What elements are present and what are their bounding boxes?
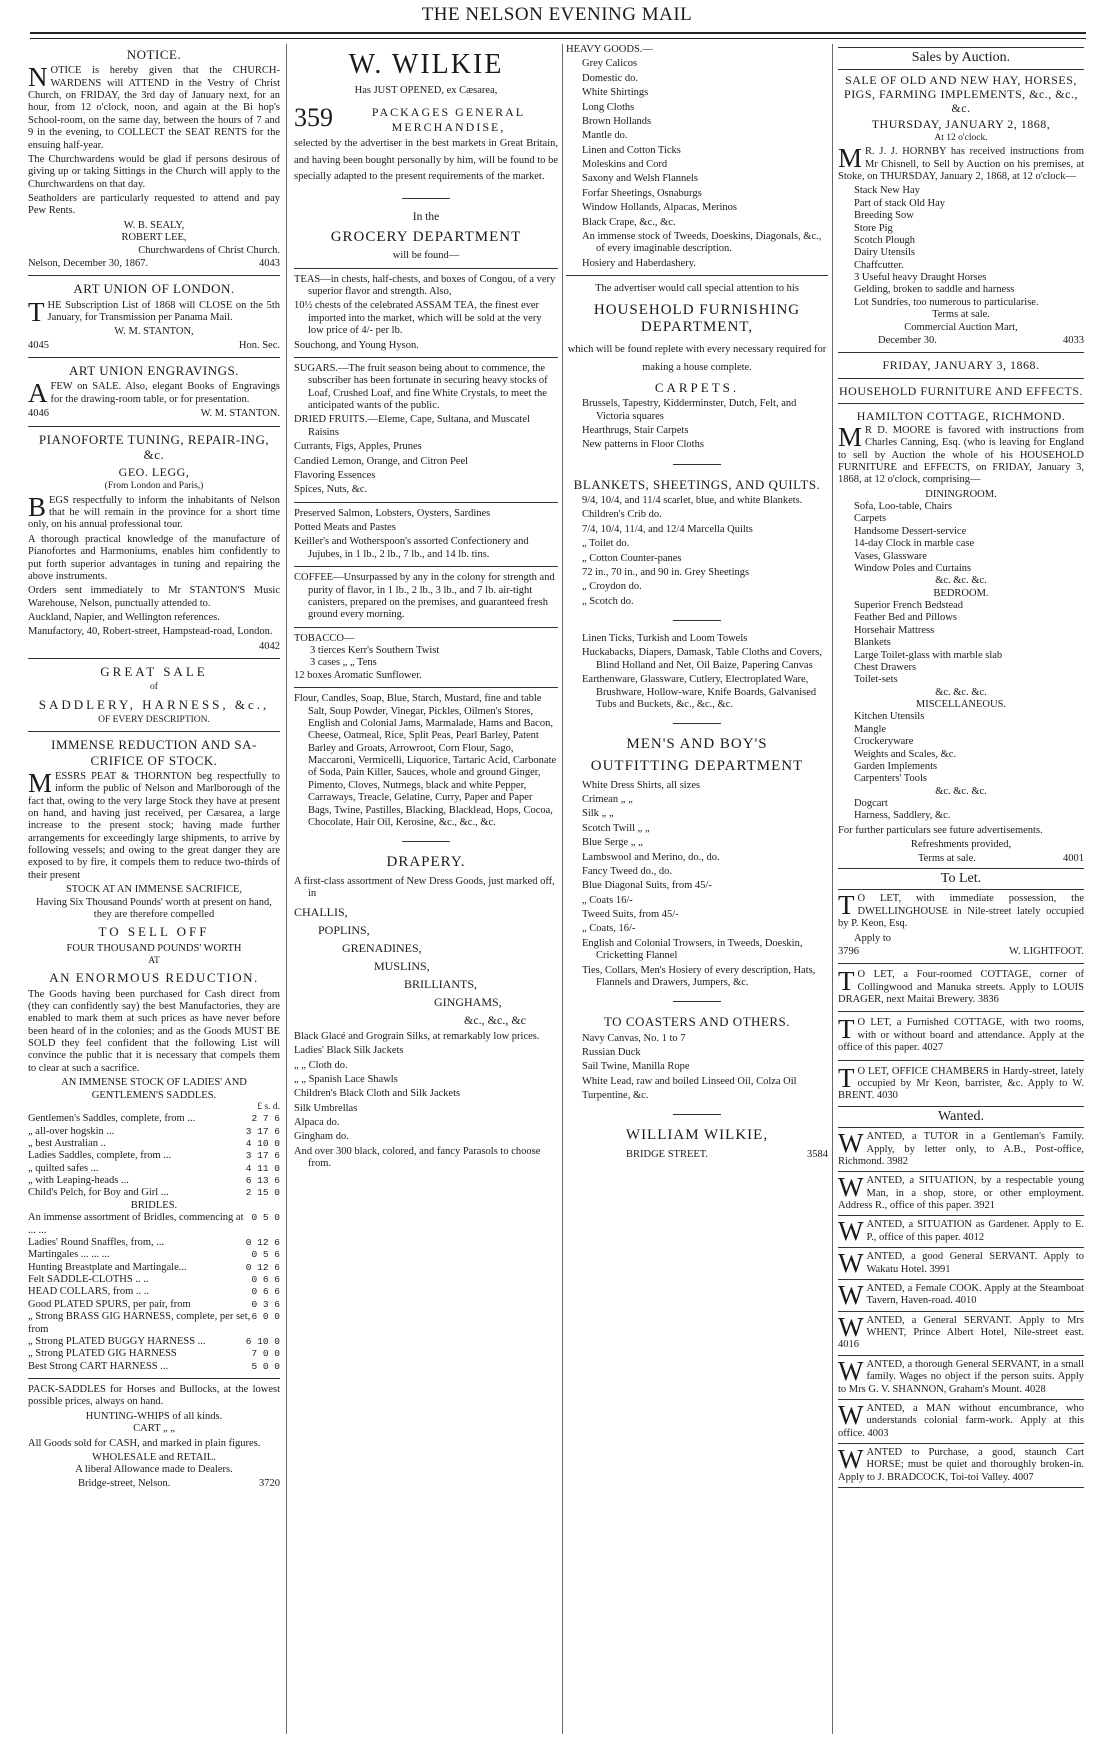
list-item: Currants, Figs, Apples, Prunes bbox=[294, 441, 422, 453]
price-row: „ Strong BRASS GIG HARNESS, complete, per set, from 6 0 0 bbox=[28, 1311, 280, 1335]
piano-para: Manufactory, 40, Robert-street, Hampstead-road, London. bbox=[28, 626, 273, 638]
list-item: English and Colonial Trowsers, in Tweeds, Doeskin, Cricketting Flannel bbox=[582, 937, 803, 962]
list-item: Large Toilet-glass with marble slab bbox=[854, 649, 1003, 661]
sale2-place: HAMILTON COTTAGE, RICHMOND. bbox=[856, 408, 1066, 423]
to-let-2: T O LET, a Four-roomed COTTAGE, corner of Collingwood and Manuka streets. Apply to LOUIS DRAGER, next Maitai Brewery. 3836 bbox=[838, 966, 1084, 1006]
list-item: Gelding, broken to saddle and harness bbox=[854, 284, 1015, 296]
list-item: Hearthrugs, Stair Carpets bbox=[582, 424, 689, 436]
list-item: Weights and Scales, &c. bbox=[854, 748, 957, 760]
sale-every: OF EVERY DESCRIPTION. bbox=[98, 714, 210, 725]
list-item: „ Croydon do. bbox=[582, 581, 642, 593]
carpets-list bbox=[566, 398, 828, 452]
list-item: „ „ Cloth do. bbox=[294, 1059, 348, 1071]
list-item: Garden Implements bbox=[854, 760, 938, 772]
list-item: 3 Useful heavy Draught Horses bbox=[854, 272, 987, 284]
fabric-item: &c., &c., &c bbox=[464, 1012, 526, 1027]
preserves-list bbox=[294, 508, 558, 562]
list-item: 7/4, 10/4, 11/4, and 12/4 Marcella Quilts bbox=[582, 523, 753, 535]
souchong: Souchong, and Young Hyson. bbox=[294, 339, 419, 351]
piano-para: A thorough practical knowledge of the manufacture of Pianofortes and Harmoniums, enables him confidently to put forth superior advantages in tuning and repairing the above instruments. bbox=[28, 533, 280, 582]
wanted-ad: WANTED, a thorough General SERVANT, in a small family. Wages no object if the person suits. Apply to Mrs G. V. SHANNON, Graham's Mount. 4028 bbox=[838, 1355, 1084, 1395]
list-item: „ „ Spanish Lace Shawls bbox=[294, 1073, 398, 1085]
which-line: which will be found replete with every necessary required for making a house complete. bbox=[567, 344, 827, 374]
heavy-goods-heading: HEAVY GOODS.— bbox=[566, 44, 653, 55]
list-item: Moleskins and Cord bbox=[582, 159, 668, 170]
sale-sell-off: TO SELL OFF bbox=[98, 924, 210, 940]
list-item: Sail Twine, Manilla Rope bbox=[582, 1061, 690, 1073]
engravings-heading: ART UNION ENGRAVINGS. bbox=[69, 363, 239, 379]
list-item: Horsehair Mattress bbox=[854, 624, 935, 636]
bridles-price-list bbox=[28, 1212, 280, 1373]
blankets-heading: BLANKETS, SHEETINGS, AND QUILTS. bbox=[573, 476, 821, 492]
list-item: „ Scotch do. bbox=[582, 595, 634, 607]
list-item: Keiller's and Wotherspoon's assorted Confectionery and Jujubes, in 1 lb., 2 lb., 7 lb., and 14 lb. tins. bbox=[294, 536, 529, 560]
list-item: „ Toilet do. bbox=[582, 538, 630, 550]
list-item: Brussels, Tapestry, Kidderminster, Dutch, Felt, and Victoria squares bbox=[582, 398, 797, 422]
flour-list: Flour, Candles, Soap, Blue, Starch, Mustard, fine and table Salt, Soup Powder, Vinegar, Pickles, Oilmen's Stores, English and Colonial Jams, Marmalade, Hams and Bacon, Cheese, Oatmeal, Rice, Split Peas, Pearl Barley, Patent Barley and Groats, Arrowroot, Corn Flour, Sago, Maccaroni, Vermicelli, Liquorice, Tartaric Acid, Carbonate of Soda, Pain Killer, Sauces, whole and ground Ginger, Pimento, Cloves, Nutmegs, black and white Pepper, Carraways, Treacle, Gelatine, Curry, Paper and Paper Bags, Twine, Pastilles, Blacking, Blacklead, Hops, Cocoa, Chocolate, Hair Oil, Kerosine, &c., &c., &c. bbox=[294, 693, 557, 828]
signature: W. B. SEALY, bbox=[123, 219, 185, 231]
list-item: Tweed Suits, from 45/- bbox=[582, 909, 679, 921]
list-item: Brown Hollands bbox=[582, 115, 652, 127]
list-item: Blue Diagonal Suits, from 45/- bbox=[582, 880, 712, 892]
sale-line: STOCK AT AN IMMENSE SACRIFICE, bbox=[65, 884, 243, 896]
wanted-ad: WANTED to Purchase, a good, staunch Cart HORSE; must be quiet and thoroughly broken-in. Apply to J. BRADCOCK, Toi-toi Valley. 4007 bbox=[838, 1444, 1084, 1483]
list-item: Lambswool and Merino, do., do. bbox=[582, 851, 720, 863]
engravings-body: AFEW on SALE. Also, elegant Books of Engravings for the drawing-room table, or for presentation. bbox=[28, 378, 280, 409]
coffee: COFFEE—Unsurpassed by any in the colony for strength and purity of flavor, in 1 lb., 2 lb., 3 lb., and 7 lb. air-tight canisters, prepared on the premises, and guaranteed fresh ground every morning. bbox=[294, 572, 555, 621]
list-item: Mantle do. bbox=[582, 130, 628, 142]
great-sale-heading: GREAT SALE bbox=[100, 664, 208, 680]
sale-body: MESSRS PEAT & THORNTON beg respectfully to inform the public of Nelson and Marlborough of the fact that, owing to the very large Stock they have at present on hand, and having just received, per Cæsarea, a large increase to the present stock; having made further arrangements for exceedingly large shipments, to arrive by following vessels; and owing to the great danger they are exposed to by fire, it compels them to reduce two-thirds of their present bbox=[28, 767, 280, 881]
wanted-ad: WANTED, a good General SERVANT. Apply to Wakatu Hotel. 3991 bbox=[838, 1248, 1084, 1279]
column-4 bbox=[838, 44, 1084, 1491]
list-item: Ladies' Black Silk Jackets bbox=[294, 1045, 404, 1057]
list-item: Carpenters' Tools bbox=[854, 773, 927, 785]
etc: &c. &c. &c. bbox=[935, 686, 987, 698]
list-item: Harness, Saddlery, &c. bbox=[854, 810, 951, 822]
list-item: New patterns in Floor Cloths bbox=[582, 439, 704, 451]
list-item: Carpets bbox=[854, 513, 887, 525]
piano-para: Orders sent immediately to Mr STANTON'S Music Warehouse, Nelson, punctually attended to. bbox=[28, 585, 280, 609]
list-item: DRIED FRUITS.—Eleme, Cape, Sultana, and Muscatel Raisins bbox=[294, 414, 530, 438]
selected-text: selected by the advertiser in the best markets in Great Britain, and having been bought personally by him, will be found to be specially adapted to the present requirements of the market. bbox=[294, 137, 558, 183]
engravings-footer: 4046 W. M. STANTON. bbox=[28, 408, 280, 420]
outfitting-heading: OUTFITTING DEPARTMENT bbox=[590, 757, 804, 774]
price-row: An immense assortment of Bridles, commencing at ... ... 0 5 0 bbox=[28, 1212, 280, 1236]
auction-mart: Commercial Auction Mart, bbox=[904, 321, 1018, 333]
sale-line: Having Six Thousand Pounds' worth at present on hand, they are therefore compelled bbox=[36, 896, 272, 920]
to-let-1-footer: 3796 W. LIGHTFOOT. bbox=[838, 945, 1084, 957]
allowance: A liberal Allowance made to Dealers. bbox=[75, 1464, 233, 1476]
list-item: Window Hollands, Alpacas, Merinos bbox=[582, 202, 738, 214]
list-item: Children's Black Cloth and Silk Jackets bbox=[294, 1088, 461, 1100]
wanted-ad: WANTED, a MAN without encumbrance, who understands colonial farm-work. Apply at this office. 4003 bbox=[838, 1399, 1084, 1439]
carpets-heading: CARPETS. bbox=[654, 379, 740, 395]
opened-line: Has JUST OPENED, ex Cæsarea, bbox=[354, 85, 498, 97]
price-row: „ Strong PLATED GIG HARNESS 7 0 0 bbox=[28, 1348, 280, 1360]
linen-list bbox=[566, 633, 828, 711]
price-row: „ all-over hogskin ... 3 17 6 bbox=[28, 1125, 280, 1137]
tobacco-item: 3 cases „ „ Tens bbox=[310, 657, 377, 669]
list-item: Kitchen Utensils bbox=[854, 711, 925, 723]
dried-fruits-list bbox=[294, 414, 558, 496]
sale2-footer: Terms at sale. 4001 bbox=[918, 852, 1084, 864]
sales-heading: Sales by Auction. bbox=[838, 47, 1084, 70]
sale2-date: FRIDAY, JANUARY 3, 1868. bbox=[882, 358, 1040, 373]
fabric-item: POPLINS, bbox=[318, 922, 370, 937]
list-item: Chest Drawers bbox=[854, 661, 917, 673]
piano-name: GEO. LEGG, bbox=[118, 465, 190, 480]
navy-list bbox=[566, 1033, 828, 1103]
drop-cap: N bbox=[28, 62, 48, 93]
price-row: Ladies' Round Snaffles, from, ... 0 12 6 bbox=[28, 1236, 280, 1248]
masthead-title: THE NELSON EVENING MAIL bbox=[421, 4, 693, 25]
column-divider bbox=[286, 44, 287, 1734]
wanted-heading: Wanted. bbox=[838, 1106, 1084, 1129]
list-item: Silk Umbrellas bbox=[294, 1102, 358, 1114]
list-item: White Lead, raw and boiled Linseed Oil, Colza Oil bbox=[582, 1075, 797, 1087]
list-item: And over 300 black, colored, and fancy Parasols to choose from. bbox=[294, 1145, 541, 1170]
list-item: Russian Duck bbox=[582, 1046, 641, 1058]
blankets-list bbox=[566, 495, 828, 608]
list-item: Linen and Cotton Ticks bbox=[582, 144, 681, 156]
list-item: Superior French Bedstead bbox=[854, 600, 964, 612]
fabric-item: BRILLIANTS, bbox=[404, 976, 477, 991]
pack-saddles: PACK-SADDLES for Horses and Bullocks, at the lowest possible prices, always on hand. bbox=[28, 1384, 280, 1408]
sale1-footer: December 30. 4033 bbox=[878, 334, 1084, 346]
art-union-footer: 4045 Hon. Sec. bbox=[28, 339, 280, 351]
piano-para: Auckland, Napier, and Wellington references. bbox=[28, 612, 220, 623]
notice-footer: Nelson, December 30, 1867. 4043 bbox=[28, 257, 280, 269]
tobacco-item: 12 boxes Aromatic Sunflower. bbox=[294, 669, 422, 681]
piano-heading: PIANOFORTE TUNING, REPAIR-ING, &c. bbox=[38, 431, 270, 462]
list-item: Store Pig bbox=[854, 222, 893, 234]
list-item: „ Coats, 16/- bbox=[582, 923, 636, 935]
teas: TEAS—in chests, half-chests, and boxes of Congou, of a very superior flavor and strength. Also, bbox=[294, 273, 556, 298]
bedroom-items bbox=[838, 600, 1084, 687]
list-item: Black Crape, &c., &c. bbox=[582, 216, 676, 228]
list-item: Hosiery and Haberdashery. bbox=[582, 257, 696, 269]
coasters-heading: TO COASTERS AND OTHERS. bbox=[603, 1014, 791, 1030]
sale1-time: At 12 o'clock. bbox=[934, 133, 988, 144]
assam: 10½ chests of the celebrated ASSAM TEA, the finest ever imported into the market, which will be sold at the very low price of 4/- per lb. bbox=[294, 300, 542, 337]
column-divider bbox=[832, 44, 833, 1734]
price-row: „ Strong PLATED BUGGY HARNESS ... 6 10 0 bbox=[28, 1335, 280, 1347]
tobacco-heading: TOBACCO— bbox=[294, 632, 355, 644]
price-row: Martingales ... ... ... 0 5 6 bbox=[28, 1249, 280, 1261]
bridles-heading: BRIDLES. bbox=[130, 1199, 178, 1211]
silks-list bbox=[294, 1031, 558, 1171]
list-item: Handsome Dessert-service bbox=[854, 525, 967, 537]
packages-line: 359 PACKAGES GENERAL MERCHANDISE, bbox=[294, 105, 526, 134]
misc-items bbox=[838, 711, 1084, 785]
list-item: Candied Lemon, Orange, and Citron Peel bbox=[294, 455, 469, 467]
wilkie-footer: BRIDGE STREET. 3584 bbox=[626, 1149, 828, 1161]
list-item: Crockeryware bbox=[854, 736, 914, 748]
list-item: Linen Ticks, Turkish and Loom Towels bbox=[582, 633, 748, 645]
william-wilkie: WILLIAM WILKIE, bbox=[625, 1127, 769, 1144]
mens-heading: MEN'S AND BOY'S bbox=[626, 736, 768, 753]
list-item: Dairy Utensils bbox=[854, 247, 915, 259]
column-1 bbox=[28, 44, 280, 1491]
refreshments: Refreshments provided, bbox=[910, 839, 1012, 851]
misc-heading: MISCELLANEOUS. bbox=[915, 699, 1007, 711]
list-item: 14-day Clock in marble case bbox=[854, 538, 975, 550]
bedroom-heading: BEDROOM. bbox=[933, 587, 989, 599]
fabric-item: MUSLINS, bbox=[374, 958, 430, 973]
list-item: Toilet-sets bbox=[854, 674, 898, 686]
list-item: Black Glacé and Grograin Silks, at remarkably low prices. bbox=[294, 1030, 540, 1042]
list-item: Chaffcutter. bbox=[854, 259, 904, 271]
list-item: Potted Meats and Pastes bbox=[294, 522, 396, 534]
to-let-heading: To Let. bbox=[838, 868, 1084, 891]
whips: CART „ „ bbox=[133, 1423, 175, 1435]
list-item: Scotch Plough bbox=[854, 234, 915, 246]
signature: W. M. STANTON, bbox=[114, 326, 194, 338]
sale-para: The Goods having been purchased for Cash direct from (they can confidently say) the best Manufactories, they are enabled to mark them at such prices as have never before been heard of in the colonies; and as the Goods MUST BE SOLD they feel confident that the following List will convince the public that it is necessary that compels them to clear at such a sacrifice. bbox=[28, 988, 280, 1074]
list-item: 72 in., 70 in., and 90 in. Grey Sheetings bbox=[582, 566, 750, 578]
saddles-heading: AN IMMENSE STOCK OF LADIES' AND GENTLEMEN'S SADDLES. bbox=[61, 1077, 247, 1101]
art-union-body: THE Subscription List of 1868 will CLOSE on the 5th January, for Transmission per Panama Mail. bbox=[28, 296, 280, 327]
cash-note: All Goods sold for CASH, and marked in plain figures. bbox=[28, 1437, 261, 1449]
sale1-items bbox=[838, 185, 1084, 309]
sale1-heading: SALE OF OLD AND NEW HAY, HORSES, PIGS, FARMING IMPLEMENTS, &c., &c., &c. bbox=[844, 72, 1078, 115]
sale-footer: Bridge-street, Nelson. 3720 bbox=[78, 1477, 280, 1489]
piano-body: BEGS respectfully to inform the inhabitants of Nelson that he will remain in the province for a short time only, on his annual professional tour. bbox=[28, 491, 280, 531]
diningroom-items bbox=[838, 501, 1084, 575]
list-item: „ Cotton Counter-panes bbox=[582, 552, 682, 564]
list-item: Preserved Salmon, Lobsters, Oysters, Sardines bbox=[294, 507, 491, 519]
ad-number: 4042 bbox=[259, 640, 280, 652]
list-item: Dogcart bbox=[854, 798, 888, 810]
fabric-item: CHALLIS, bbox=[294, 904, 348, 919]
wanted-ad: WANTED, a SITUATION, by a respectable young Man, in a shop, store, or other employment. Address R., office of this paper. 3921 bbox=[838, 1172, 1084, 1212]
household-heading: HOUSEHOLD FURNISHING DEPARTMENT, bbox=[593, 301, 801, 336]
price-row: „ with Leaping-heads ... 6 13 6 bbox=[28, 1175, 280, 1187]
list-item: Breeding Sow bbox=[854, 210, 914, 222]
diningroom-heading: DININGROOM. bbox=[925, 488, 997, 500]
list-item: Feather Bed and Pillows bbox=[854, 612, 957, 624]
sale2-body: M R D. MOORE is favored with instructions from Charles Canning, Esq. (who is leaving for England to sell by Auction the whole of his HOUSEHOLD FURNITURE and EFFECTS, on FRIDAY, January 3, 1868, at 12 o'clock, comprising— bbox=[838, 421, 1084, 486]
sale1-body: M R. J. J. HORNBY has received instructions from Mr Chisnell, to Sell by Auction on his premises, at Stoke, on THURSDAY, January 2, 1868, at 12 o'clock— bbox=[838, 143, 1084, 183]
column-divider bbox=[562, 44, 563, 1734]
sale1-date: THURSDAY, JANUARY 2, 1868, bbox=[871, 116, 1051, 131]
tobacco-item: 3 tierces Kerr's Southern Twist bbox=[310, 645, 440, 657]
piano-from: (From London and Paris,) bbox=[104, 481, 204, 492]
whips: HUNTING-WHIPS of all kinds. bbox=[85, 1410, 223, 1422]
column-2 bbox=[294, 44, 558, 1173]
wanted-ad: WANTED, a Female COOK. Apply at the Steamboat Tavern, Haven-road. 4010 bbox=[838, 1279, 1084, 1310]
list-item: Gingham do. bbox=[294, 1131, 349, 1143]
list-item: Crimean „ „ bbox=[582, 794, 633, 806]
sale-enormous: AN ENORMOUS REDUCTION. bbox=[49, 970, 259, 986]
list-item: Flavoring Essences bbox=[294, 469, 376, 481]
list-item: Silk „ „ bbox=[582, 808, 614, 820]
price-row: Felt SADDLE-CLOTHS .. .. 0 6 6 bbox=[28, 1274, 280, 1286]
found-line: will be found— bbox=[392, 250, 460, 262]
list-item: Blue Serge „ „ bbox=[582, 837, 643, 849]
wanted-ad: WANTED, a SITUATION as Gardener. Apply to E. P., office of this paper. 4012 bbox=[838, 1216, 1084, 1247]
list-item: Saxony and Welsh Flannels bbox=[582, 173, 698, 185]
sale-line: FOUR THOUSAND POUNDS' WORTH bbox=[66, 942, 242, 954]
wanted-list bbox=[838, 1128, 1084, 1488]
terms: Terms at sale. bbox=[932, 309, 990, 321]
currency-header: £ s. d. bbox=[257, 1101, 280, 1112]
heavy-goods-list bbox=[566, 58, 828, 270]
masthead-rule bbox=[30, 32, 1086, 39]
apply-to: Apply to bbox=[854, 932, 892, 944]
list-item: Navy Canvas, No. 1 to 7 bbox=[582, 1032, 686, 1044]
list-item: Scotch Twill „ „ bbox=[582, 822, 650, 834]
price-row: Hunting Breastplate and Martingale... 0 12 6 bbox=[28, 1261, 280, 1273]
to-let-4: T O LET, OFFICE CHAMBERS in Hardy-street, lately occupied by Mr Keon, barrister, &c. Apply to W. BRENT. 4030 bbox=[838, 1062, 1084, 1102]
list-item: „ Coats 16/- bbox=[582, 894, 633, 906]
to-let-3: T O LET, a Furnished COTTAGE, with two rooms, with or without board and attendance. Apply at the office of this paper. 4027 bbox=[838, 1014, 1084, 1054]
list-item: Forfar Sheetings, Osnaburgs bbox=[582, 187, 702, 199]
notice-para: Seatholders are particularly requested to attend and pay Pew Rents. bbox=[28, 193, 280, 217]
sale-of: of bbox=[150, 682, 158, 693]
list-item: Turpentine, &c. bbox=[582, 1090, 649, 1102]
signature: ROBERT LEE, bbox=[121, 232, 187, 244]
art-union-heading: ART UNION OF LONDON. bbox=[73, 281, 235, 297]
in-the: In the bbox=[412, 211, 440, 224]
list-item: Lot Sundries, too numerous to particularise. bbox=[854, 296, 1039, 308]
grocery-heading: GROCERY DEPARTMENT bbox=[330, 228, 522, 245]
wanted-ad: WANTED, a General SERVANT. Apply to Mrs WHENT, Prince Albert Hotel, Nile-street east. 4016 bbox=[838, 1311, 1084, 1351]
notice-body: NOTICE is hereby given that the CHURCH-WARDENS will ATTEND in the Vestry of Christ Church, on FRIDAY, the 3rd day of January next, for an hour, from 12 o'clock, noon, and again at the Bi hop's School-room, on the same day, between the hours of 7 and 9 in the evening, to COLLECT the SEAT RENTS for the ensuing half-year. bbox=[28, 62, 280, 151]
list-item: Spices, Nuts, &c. bbox=[294, 484, 368, 496]
list-item: Vases, Glassware bbox=[854, 550, 927, 562]
list-item: Huckabacks, Diapers, Damask, Table Cloths and Covers, Blind Holland and Net, Oil Baize, Papering Canvas bbox=[582, 647, 822, 671]
list-item: Stack New Hay bbox=[854, 185, 920, 197]
wholesale: WHOLESALE and RETAIL. bbox=[92, 1451, 216, 1463]
list-item: Long Cloths bbox=[582, 101, 635, 113]
list-item: 9/4, 10/4, and 11/4 scarlet, blue, and white Blankets. bbox=[582, 495, 803, 507]
list-item: Window Poles and Curtains bbox=[854, 562, 972, 574]
drapery-heading: DRAPERY. bbox=[386, 854, 466, 871]
fabrics-list bbox=[294, 903, 558, 1029]
price-row: Good PLATED SPURS, per pair, from 0 3 6 bbox=[28, 1298, 280, 1310]
wanted-ad: WANTED, a TUTOR in a Gentleman's Family. Apply, by letter only, to A.B., Post-office, Richmond. 3982 bbox=[838, 1128, 1084, 1167]
list-item: Grey Calicos bbox=[582, 58, 638, 70]
list-item: Blankets bbox=[854, 637, 891, 649]
drapery-intro: A first-class assortment of New Dress Goods, just marked off, in bbox=[294, 876, 555, 900]
list-item: Earthenware, Glassware, Cutlery, Electroplated Ware, Brushware, Hollow-ware, Knife Boards, Galvanised Tubs and Buckets, &c., &c., &c. bbox=[582, 674, 817, 710]
sugars: SUGARS.—The fruit season being about to commence, the subscriber has been fortunate in securing heavy stocks of Loaf, Crushed Loaf, and fine White Crystals, to meet the anticipated wants of the public. bbox=[294, 362, 548, 412]
sale-at: AT bbox=[148, 956, 160, 967]
column-3 bbox=[566, 44, 828, 1163]
saddles-price-list bbox=[28, 1113, 280, 1200]
price-row: Gentlemen's Saddles, complete, from ... 2 7 6 bbox=[28, 1113, 280, 1125]
price-row: Child's Pelch, for Boy and Girl ... 2 15 0 bbox=[28, 1187, 280, 1199]
list-item: White Shirtings bbox=[582, 87, 649, 99]
notice-para: The Churchwardens would be glad if persons desirous of giving up or taking Sittings in the Church will apply to the Churchwardens on that day. bbox=[28, 153, 280, 190]
fabric-item: GINGHAMS, bbox=[434, 994, 502, 1009]
dogcart-items bbox=[838, 798, 1084, 823]
list-item: Domestic do. bbox=[582, 72, 638, 84]
price-row: Ladies Saddles, complete, from ... 3 17 6 bbox=[28, 1150, 280, 1162]
list-item: Ties, Collars, Men's Hosiery of every description, Hats, Flannels and Drawers, Jumpers, &c. bbox=[582, 964, 816, 988]
sale-reduction: IMMENSE REDUCTION AND SA-CRIFICE OF STOCK. bbox=[51, 737, 257, 768]
list-item: Alpaca do. bbox=[294, 1117, 340, 1129]
call-attention: The advertiser would call special attention to his bbox=[595, 283, 799, 294]
list-item: An immense stock of Tweeds, Doeskins, Diagonals, &c., of every imaginable description. bbox=[582, 230, 822, 255]
wilkie-name: W. WILKIE bbox=[348, 49, 504, 80]
sale2-heading: HOUSEHOLD FURNITURE AND EFFECTS. bbox=[838, 383, 1084, 398]
notice-heading: NOTICE. bbox=[126, 47, 182, 62]
list-item: Part of stack Old Hay bbox=[854, 197, 945, 209]
list-item: White Dress Shirts, all sizes bbox=[582, 779, 701, 791]
list-item: Fancy Tweed do., do. bbox=[582, 865, 673, 877]
to-let-1: T O LET, with immediate possession, the DWELLINGHOUSE in Nile-street lately occupied by P. Keon, Esq. bbox=[838, 890, 1084, 930]
price-row: Best Strong CART HARNESS ... 5 0 0 bbox=[28, 1360, 280, 1372]
price-row: „ quilted safes ... 4 11 0 bbox=[28, 1162, 280, 1174]
etc: &c. &c. &c. bbox=[935, 785, 987, 797]
fabric-item: GRENADINES, bbox=[342, 940, 422, 955]
price-row: HEAD COLLARS, from .. .. 0 6 6 bbox=[28, 1286, 280, 1298]
shirts-list bbox=[566, 780, 828, 990]
etc: &c. &c. &c. bbox=[935, 575, 987, 587]
price-row: „ best Australian .. 4 10 0 bbox=[28, 1137, 280, 1149]
list-item: Mangle bbox=[854, 723, 887, 735]
signature-title: Churchwardens of Christ Church. bbox=[138, 244, 280, 256]
further-particulars: For further particulars see future advertisements. bbox=[838, 824, 1043, 836]
list-item: Children's Crib do. bbox=[582, 509, 662, 521]
sale-saddlery: SADDLERY, HARNESS, &c., bbox=[38, 696, 270, 712]
list-item: Sofa, Loo-table, Chairs bbox=[854, 501, 952, 513]
